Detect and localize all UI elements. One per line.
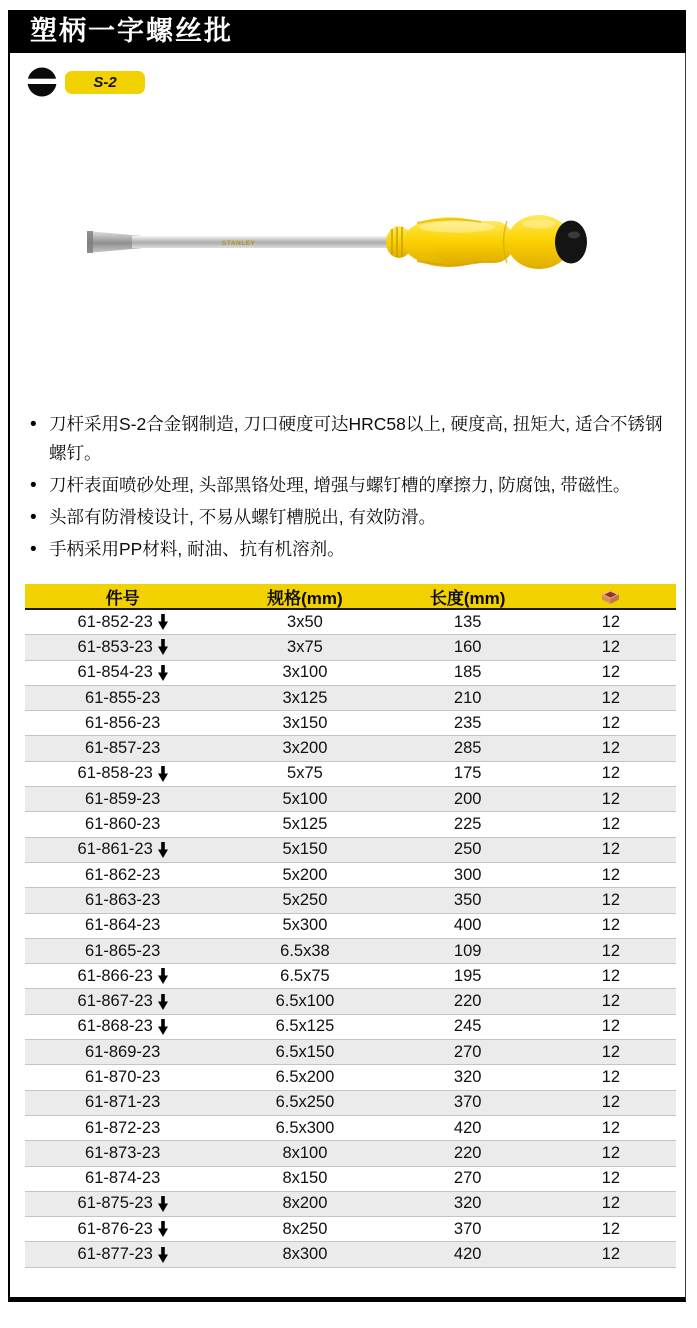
length-cell: 370 — [453, 1093, 482, 1112]
part-number: 61-865-23 — [85, 941, 161, 960]
part-number-cell — [25, 1017, 220, 1036]
length-cell: 320 — [453, 1067, 482, 1086]
length-cell: 200 — [453, 789, 482, 808]
spec-cell: 8x200 — [282, 1194, 328, 1213]
part-number: 61-859-23 — [85, 789, 161, 808]
part-number-cell — [25, 764, 220, 783]
down-arrow-icon — [158, 1247, 168, 1263]
qty-cell: 12 — [601, 663, 621, 682]
length-cell: 225 — [453, 815, 482, 834]
length-cell: 195 — [453, 966, 482, 985]
table-row — [25, 661, 676, 686]
table-row — [25, 1091, 676, 1116]
part-number: 61-853-23 — [77, 637, 153, 656]
part-number: 61-863-23 — [85, 890, 161, 909]
table-row — [25, 863, 676, 888]
qty-cell: 12 — [601, 992, 621, 1011]
page-frame — [8, 10, 686, 1302]
length-cell: 220 — [453, 1143, 482, 1162]
length-cell: 420 — [453, 1118, 482, 1137]
length-cell: 245 — [453, 1017, 482, 1036]
table-row — [25, 1015, 676, 1040]
table-row — [25, 964, 676, 989]
part-number-cell — [25, 1245, 220, 1264]
table-row — [25, 762, 676, 787]
table-row — [25, 610, 676, 635]
qty-cell: 12 — [601, 865, 621, 884]
feature-item: • 头部有防滑棱设计, 不易从螺钉槽脱出, 有效防滑。 — [30, 503, 675, 532]
part-number: 61-872-23 — [85, 1118, 161, 1137]
spec-cell: 6.5x300 — [275, 1118, 335, 1137]
part-number: 61-869-23 — [85, 1042, 161, 1061]
qty-cell: 12 — [601, 789, 621, 808]
spec-cell: 5x300 — [282, 916, 328, 935]
table-row — [25, 812, 676, 837]
spec-cell: 8x300 — [282, 1245, 328, 1264]
qty-cell: 12 — [601, 966, 621, 985]
table-row — [25, 1116, 676, 1141]
badge-row — [27, 67, 145, 97]
spec-cell: 8x100 — [282, 1143, 328, 1162]
spec-cell: 6.5x250 — [275, 1093, 335, 1112]
part-number-cell — [25, 1093, 220, 1112]
steel-grade-label: S-2 — [93, 73, 117, 91]
length-cell: 400 — [453, 916, 482, 935]
spec-cell: 3x75 — [287, 637, 323, 656]
table-row — [25, 1065, 676, 1090]
part-number: 61-855-23 — [85, 688, 161, 707]
page-title: 塑柄一字螺丝批 — [8, 10, 686, 53]
part-number: 61-862-23 — [85, 865, 161, 884]
table-row — [25, 711, 676, 736]
length-cell: 220 — [453, 992, 482, 1011]
qty-cell: 12 — [601, 1194, 621, 1213]
spec-cell: 6.5x75 — [280, 966, 330, 985]
part-number: 61-870-23 — [85, 1067, 161, 1086]
part-number: 61-860-23 — [85, 815, 161, 834]
spec-cell: 3x100 — [282, 663, 328, 682]
spec-cell: 5x100 — [282, 789, 328, 808]
spec-cell: 8x150 — [282, 1169, 328, 1188]
down-arrow-icon — [158, 766, 168, 782]
carton-icon — [600, 588, 621, 605]
shaft-brand-text: STANLEY — [222, 240, 256, 247]
table-row — [25, 989, 676, 1014]
table-row — [25, 939, 676, 964]
down-arrow-icon — [158, 1196, 168, 1212]
table-row — [25, 838, 676, 863]
table-row — [25, 736, 676, 761]
qty-cell: 12 — [601, 1245, 621, 1264]
qty-cell: 12 — [601, 941, 621, 960]
spec-cell: 5x250 — [282, 890, 328, 909]
spec-cell: 6.5x125 — [275, 1017, 335, 1036]
table-row — [25, 787, 676, 812]
qty-cell: 12 — [601, 815, 621, 834]
table-header-row — [25, 584, 676, 610]
table-body — [25, 610, 676, 1268]
qty-cell: 12 — [601, 688, 621, 707]
part-number-cell — [25, 967, 220, 986]
qty-cell: 12 — [601, 916, 621, 935]
part-number: 61-871-23 — [85, 1093, 161, 1112]
part-number: 61-857-23 — [85, 739, 161, 758]
part-number-cell — [25, 739, 220, 758]
down-arrow-icon — [158, 1019, 168, 1035]
slotted-tip-icon — [27, 67, 57, 97]
qty-cell: 12 — [601, 1093, 621, 1112]
table-row — [25, 1192, 676, 1217]
feature-item: • 刀杆表面喷砂处理, 头部黑铬处理, 增强与螺钉槽的摩擦力, 防腐蚀, 带磁性。 — [30, 471, 675, 500]
table-row — [25, 888, 676, 913]
part-number-cell — [25, 1194, 220, 1213]
spec-cell: 8x250 — [282, 1219, 328, 1238]
spec-cell: 3x150 — [282, 713, 328, 732]
table-row — [25, 635, 676, 660]
length-cell: 320 — [453, 1194, 482, 1213]
length-cell: 135 — [453, 612, 482, 631]
down-arrow-icon — [158, 614, 168, 630]
part-number-cell — [25, 916, 220, 935]
column-header-qty — [546, 588, 676, 605]
qty-cell: 12 — [601, 1219, 621, 1238]
part-number-cell — [25, 1068, 220, 1087]
length-cell: 250 — [453, 840, 482, 859]
table-row — [25, 686, 676, 711]
qty-cell: 12 — [601, 1118, 621, 1137]
part-number-cell — [25, 663, 220, 682]
length-cell: 300 — [453, 865, 482, 884]
part-number: 61-876-23 — [77, 1219, 153, 1238]
qty-cell: 12 — [601, 1042, 621, 1061]
length-cell: 175 — [453, 764, 482, 783]
table-row — [25, 1141, 676, 1166]
spec-cell: 3x200 — [282, 739, 328, 758]
length-cell: 270 — [453, 1042, 482, 1061]
table-row — [25, 1167, 676, 1192]
down-arrow-icon — [158, 968, 168, 984]
part-number: 61-874-23 — [85, 1169, 161, 1188]
length-cell: 185 — [453, 663, 482, 682]
part-number-cell — [25, 1144, 220, 1163]
part-number: 61-867-23 — [77, 992, 153, 1011]
part-number-cell — [25, 1043, 220, 1062]
part-number-cell — [25, 1220, 220, 1239]
steel-grade-badge — [65, 71, 145, 94]
length-cell: 160 — [453, 637, 482, 656]
part-number: 61-856-23 — [85, 713, 161, 732]
part-number-cell — [25, 866, 220, 885]
length-cell: 285 — [453, 739, 482, 758]
part-number-cell — [25, 638, 220, 657]
part-number-cell — [25, 1119, 220, 1138]
qty-cell: 12 — [601, 764, 621, 783]
part-number: 61-866-23 — [77, 966, 153, 985]
spec-cell: 5x125 — [282, 815, 328, 834]
part-number-cell — [25, 613, 220, 632]
feature-list — [30, 410, 675, 567]
qty-cell: 12 — [601, 713, 621, 732]
feature-item: • 手柄采用PP材料, 耐油、抗有机溶剂。 — [30, 535, 675, 564]
part-number-cell — [25, 815, 220, 834]
part-number: 61-868-23 — [77, 1017, 153, 1036]
part-number-cell — [25, 992, 220, 1011]
qty-cell: 12 — [601, 1017, 621, 1036]
product-image-screwdriver — [77, 190, 592, 294]
down-arrow-icon — [158, 1221, 168, 1237]
down-arrow-icon — [158, 665, 168, 681]
qty-cell: 12 — [601, 739, 621, 758]
spec-cell: 3x50 — [287, 612, 323, 631]
part-number-cell — [25, 1169, 220, 1188]
part-number: 61-858-23 — [77, 764, 153, 783]
qty-cell: 12 — [601, 1067, 621, 1086]
qty-cell: 12 — [601, 612, 621, 631]
part-number-cell — [25, 714, 220, 733]
down-arrow-icon — [158, 842, 168, 858]
qty-cell: 12 — [601, 840, 621, 859]
table-row — [25, 1040, 676, 1065]
down-arrow-icon — [158, 994, 168, 1010]
length-cell: 210 — [453, 688, 482, 707]
part-number: 61-875-23 — [77, 1194, 153, 1213]
spec-table — [25, 584, 676, 1268]
part-number: 61-877-23 — [77, 1245, 153, 1264]
table-row — [25, 914, 676, 939]
part-number-cell — [25, 942, 220, 961]
part-number: 61-852-23 — [77, 612, 153, 631]
qty-cell: 12 — [601, 637, 621, 656]
spec-cell: 6.5x200 — [275, 1067, 335, 1086]
length-cell: 370 — [453, 1219, 482, 1238]
length-cell: 350 — [453, 890, 482, 909]
table-row — [25, 1217, 676, 1242]
qty-cell: 12 — [601, 890, 621, 909]
length-cell: 235 — [453, 713, 482, 732]
part-number-cell — [25, 840, 220, 859]
part-number-cell — [25, 689, 220, 708]
spec-cell: 6.5x38 — [280, 941, 330, 960]
column-header-length: 长度(mm) — [429, 588, 506, 608]
part-number: 61-873-23 — [85, 1143, 161, 1162]
spec-cell: 5x150 — [282, 840, 328, 859]
part-number: 61-861-23 — [77, 840, 153, 859]
column-header-spec: 规格(mm) — [267, 588, 343, 608]
table-row — [25, 1242, 676, 1267]
spec-cell: 5x75 — [287, 764, 323, 783]
length-cell: 109 — [453, 941, 482, 960]
spec-cell: 3x125 — [282, 688, 328, 707]
length-cell: 420 — [453, 1245, 482, 1264]
part-number-cell — [25, 891, 220, 910]
down-arrow-icon — [158, 639, 168, 655]
column-header-part: 件号 — [105, 588, 140, 608]
feature-item: • 刀杆采用S-2合金钢制造, 刀口硬度可达HRC58以上, 硬度高, 扭矩大, 适合不锈钢螺钉。 — [30, 410, 675, 468]
qty-cell: 12 — [601, 1169, 621, 1188]
spec-cell: 5x200 — [282, 865, 328, 884]
spec-cell: 6.5x100 — [275, 992, 335, 1011]
part-number: 61-864-23 — [85, 916, 161, 935]
part-number-cell — [25, 790, 220, 809]
spec-cell: 6.5x150 — [275, 1042, 335, 1061]
part-number: 61-854-23 — [77, 663, 153, 682]
length-cell: 270 — [453, 1169, 482, 1188]
qty-cell: 12 — [601, 1143, 621, 1162]
